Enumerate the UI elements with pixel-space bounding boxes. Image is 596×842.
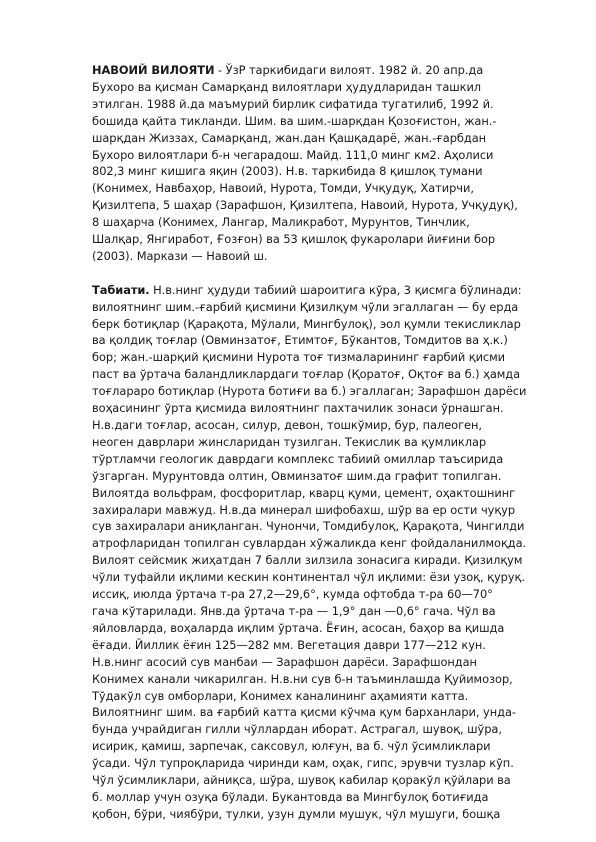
text-line: иссиқ, июлда ўртача т-ра 27,2—29,6°, кумда офтобда т-ра 60—70° (92, 587, 493, 602)
text-line: Вилоятда вольфрам, фосфоритлар, кварц қуми, цемент, оҳактошнинг (92, 485, 516, 500)
text-line: Бухоро вилоятлари б-н чегарадош. Майд. 111,0 минг км2. Аҳолиси (92, 147, 494, 162)
text-line: захиралари мавжуд. Н.в.да минерал шифобахш, шўр ва ер ости чуқур (92, 502, 516, 517)
text-line: тўртламчи геологик даврдаги комплекс табиий омиллар таъсирида (92, 451, 504, 466)
text-line: Табиати. Н.в.нинг ҳудуди табиий шароитига кўра, 3 қисмга бўлинади: (92, 282, 522, 297)
text-line: чўли туфайли иқлими кескин континентал чўл иқлими: ёзи узоқ, қуруқ. (92, 570, 525, 585)
text-line: берк ботиқлар (Қарақота, Мўлали, Мингбулоқ), эол қумли текисликлар (92, 316, 521, 331)
text-line: Н.в.даги тоғлар, асосан, силур, девон, тошкўмир, бур, палеоген, (92, 418, 482, 433)
text-line: НАВОИЙ ВИЛОЯТИ - ЎзР таркибидаги вилоят. 1982 й. 20 апр.да (92, 63, 484, 77)
document-page (92, 62, 527, 823)
text-line: Тўдакўл сув омборлари, Конимех каналининг аҳамияти катта. (92, 688, 469, 703)
text-line: вилоятнинг шим.-ғарбий қисмини Қизилқум чўли эгаллаган — бу ерда (92, 299, 519, 314)
intro-paragraph (92, 62, 520, 265)
text-line: қобон, бўри, чиябўри, тулки, узун думли мушук, чўл мушуги, бошқа (92, 806, 501, 821)
text-line: ўсади. Чўл тупроқларида чиринди кам, оҳак, гипс, эрувчи тузлар кўп. (92, 756, 514, 771)
text-line: Вилоятнинг шим. ва ғарбий катта қисми кўчма қум барханлари, унда- (92, 705, 516, 720)
text-line: Н.в.нинг асосий сув манбаи — Зарафшон дарёси. Зарафшондан (92, 654, 477, 669)
text-line: ва қолдиқ тоғлар (Овминзатоғ, Етимтоғ, Бўкантов, Томдитов ва ҳ.к.) (92, 333, 508, 348)
paragraph-gap (92, 265, 520, 282)
text-line: Бухоро ва қисман Самарқанд вилоятлари ҳудудларидан ташкил (92, 79, 482, 94)
text-line: (2003). Маркази — Навоий ш. (92, 248, 268, 263)
region-title: НАВОИЙ ВИЛОЯТИ (92, 63, 215, 77)
text-line: яйловларда, воҳаларда иқлим ўртача. Ёғин, асосан, баҳор ва қишда (92, 620, 505, 635)
text-line: неоген даврлари жинсларидан тузилган. Текислик ва қумликлар (92, 434, 487, 449)
text-line: этилган. 1988 й.да маъмурий бирлик сифатида тугатилиб, 1992 й. (92, 96, 494, 111)
text-line: ўзгарган. Мурунтовда олтин, Овминзатоғ шим.да графит топилган. (92, 468, 502, 483)
text-line: бунда учрайдиган гилли чўллардан иборат. Астрагал, шувоқ, шўра, (92, 722, 502, 737)
text-line: Чўл ўсимликлари, айниқса, шўра, шувоқ кабилар қоракўл қўйлари ва (92, 773, 511, 788)
text-line: сув захиралари аниқланган. Чунончи, Томдибулоқ, Қарақота, Чингилди (92, 519, 525, 534)
section-heading: Табиати. (92, 282, 150, 297)
text-line: атрофларидан топилган сувлардан хўжаликда кенг фойдаланилмоқда. (92, 536, 527, 551)
text-line: Вилоят сейсмик жиҳатдан 7 балли зилзила зонасига киради. Қизилқум (92, 553, 523, 568)
text-line: паст ва ўртача баландликлардаги тоғлар (Қоратоғ, Оқтоғ ва б.) ҳамда (92, 367, 521, 382)
text-line: ёғади. Йиллик ёғин 125—282 мм. Вегетация даври 177—212 кун. (92, 637, 486, 652)
text-line: гача кўтарилади. Янв.да ўртача т-ра — 1,9° дан —0,6° гача. Чўл ва (92, 603, 496, 618)
text-line: шарқдан Жиззах, Самарқанд, жан.дан Қашқадарё, жан.-ғарбдан (92, 130, 487, 145)
nature-paragraph (92, 282, 527, 823)
text-line: воҳасининг ўрта қисмида вилоятнинг пахтачилик зонаси ўрнашган. (92, 401, 504, 416)
text-line: бор; жан.-шарқий қисмини Нурота тоғ тизмаларининг ғарбий қисми (92, 350, 506, 365)
text-line: (Конимех, Навбаҳор, Навоий, Нурота, Томди, Учқудуқ, Хатирчи, (92, 181, 474, 196)
text-line: б. моллар учун озуқа бўлади. Букантовда ва Мингбулоқ ботиғида (92, 789, 489, 804)
text-line: 802,3 минг кишига яқин (2003). Н.в. таркибида 8 қишлоқ тумани (92, 164, 483, 179)
text-line: тоғлараро ботиқлар (Нурота ботиғи ва б.) эгаллаган; Зарафшон дарёси (92, 384, 527, 399)
text-line: бошида қайта тикланди. Шим. ва шим.-шарқдан Қозоғистон, жан.- (92, 113, 497, 128)
text-line: исирик, қамиш, зарпечак, саксовул, юлғун, ва б. чўл ўсимликлари (92, 739, 491, 754)
text-line: Шалқар, Янгиработ, Ғозғон) ва 53 қишлоқ фукаролари йиғини бор (92, 232, 496, 247)
text-line: Конимех канали чикарилган. Н.в.ни сув б-н таъминлашда Қуйимозор, (92, 671, 513, 686)
text-line: Қизилтепа, 5 шаҳар (Зарафшон, Қизилтепа, Навоий, Нурота, Учқудуқ), (92, 198, 518, 213)
text-line: 8 шаҳарча (Конимех, Лангар, Маликработ, Мурунтов, Тинчлик, (92, 215, 470, 230)
